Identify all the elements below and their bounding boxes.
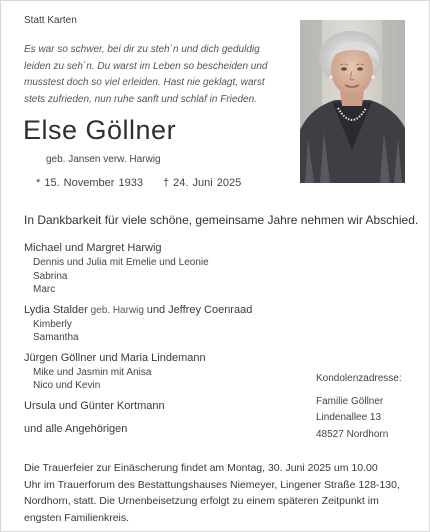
family-member: Mike und Jasmin mit Anisa	[33, 366, 152, 378]
maiden-name: geb. Jansen verw. Harwig	[46, 154, 161, 165]
condolence-city: 48527 Nordhorn	[316, 428, 389, 440]
family-list	[24, 241, 304, 443]
family-main: Ursula und Günter Kortmann	[24, 399, 165, 412]
header-note: Statt Karten	[24, 15, 77, 26]
condolence-street: Lindenallee 13	[316, 412, 382, 423]
poem-line: stets zufrieden, nun ruhe sanft und schlaf in Frieden.	[24, 93, 257, 105]
deceased-name: Else Göllner	[23, 115, 177, 145]
condolence-label: Kondolenzadresse:	[316, 373, 402, 384]
portrait-photo-icon	[300, 20, 405, 183]
family-group	[24, 241, 304, 297]
condolence-name: Familie Göllner	[316, 395, 384, 407]
family-main-partner: und Jeffrey Coenraad	[146, 303, 253, 316]
portrait-photo	[300, 20, 405, 183]
service-line: engsten Familienkreis.	[24, 511, 130, 524]
condolence-address	[316, 371, 402, 443]
service-line: Uhr im Trauerforum des Bestattungshauses Niemeyer, Lingener Straße 128-130,	[24, 478, 400, 491]
family-member: Nico und Kevin	[33, 380, 101, 391]
service-line: Nordhorn, statt. Die Urnenbeisetzung erfolgt zu einem späteren Zeitpunkt im	[24, 495, 379, 507]
service-line: Die Trauerfeier zur Einäscherung findet am Montag, 30. Juni 2025 um 10.00	[24, 462, 378, 474]
farewell-text: In Dankbarkeit für viele schöne, gemeinsame Jahre nehmen wir Abschied.	[24, 213, 419, 227]
death-date: † 24. Juni 2025	[162, 177, 242, 189]
family-main: und alle Angehörigen	[24, 422, 128, 435]
family-member: Kimberly	[33, 318, 72, 330]
life-dates	[36, 177, 241, 189]
family-main	[24, 303, 304, 318]
family-group	[24, 351, 304, 393]
family-group	[24, 422, 304, 437]
poem-line: Es war so schwer, bei dir zu steh`n und dich geduldig	[24, 44, 260, 55]
poem	[24, 42, 299, 108]
service-info	[24, 460, 409, 526]
poem-line: musstest doch so viel erleiden. Hast nie geklagt, warst	[24, 77, 265, 88]
family-group	[24, 303, 304, 345]
family-main-name: Lydia Stalder	[24, 303, 88, 316]
family-member: Samantha	[33, 332, 79, 343]
family-group	[24, 399, 304, 414]
poem-line: leiden zu seh`n. Du warst im Leben so bescheiden und	[24, 60, 268, 72]
family-member: Marc	[33, 284, 56, 295]
family-main: Michael und Margret Harwig	[24, 242, 162, 254]
family-main: Jürgen Göllner und Maria Lindemann	[24, 351, 206, 364]
family-main-birthname: geb. Harwig	[87, 304, 147, 316]
family-member: Sabrina	[33, 270, 68, 282]
birth-date: * 15. November 1933	[36, 177, 143, 189]
family-member: Dennis und Julia mit Emelie und Leonie	[33, 257, 209, 268]
